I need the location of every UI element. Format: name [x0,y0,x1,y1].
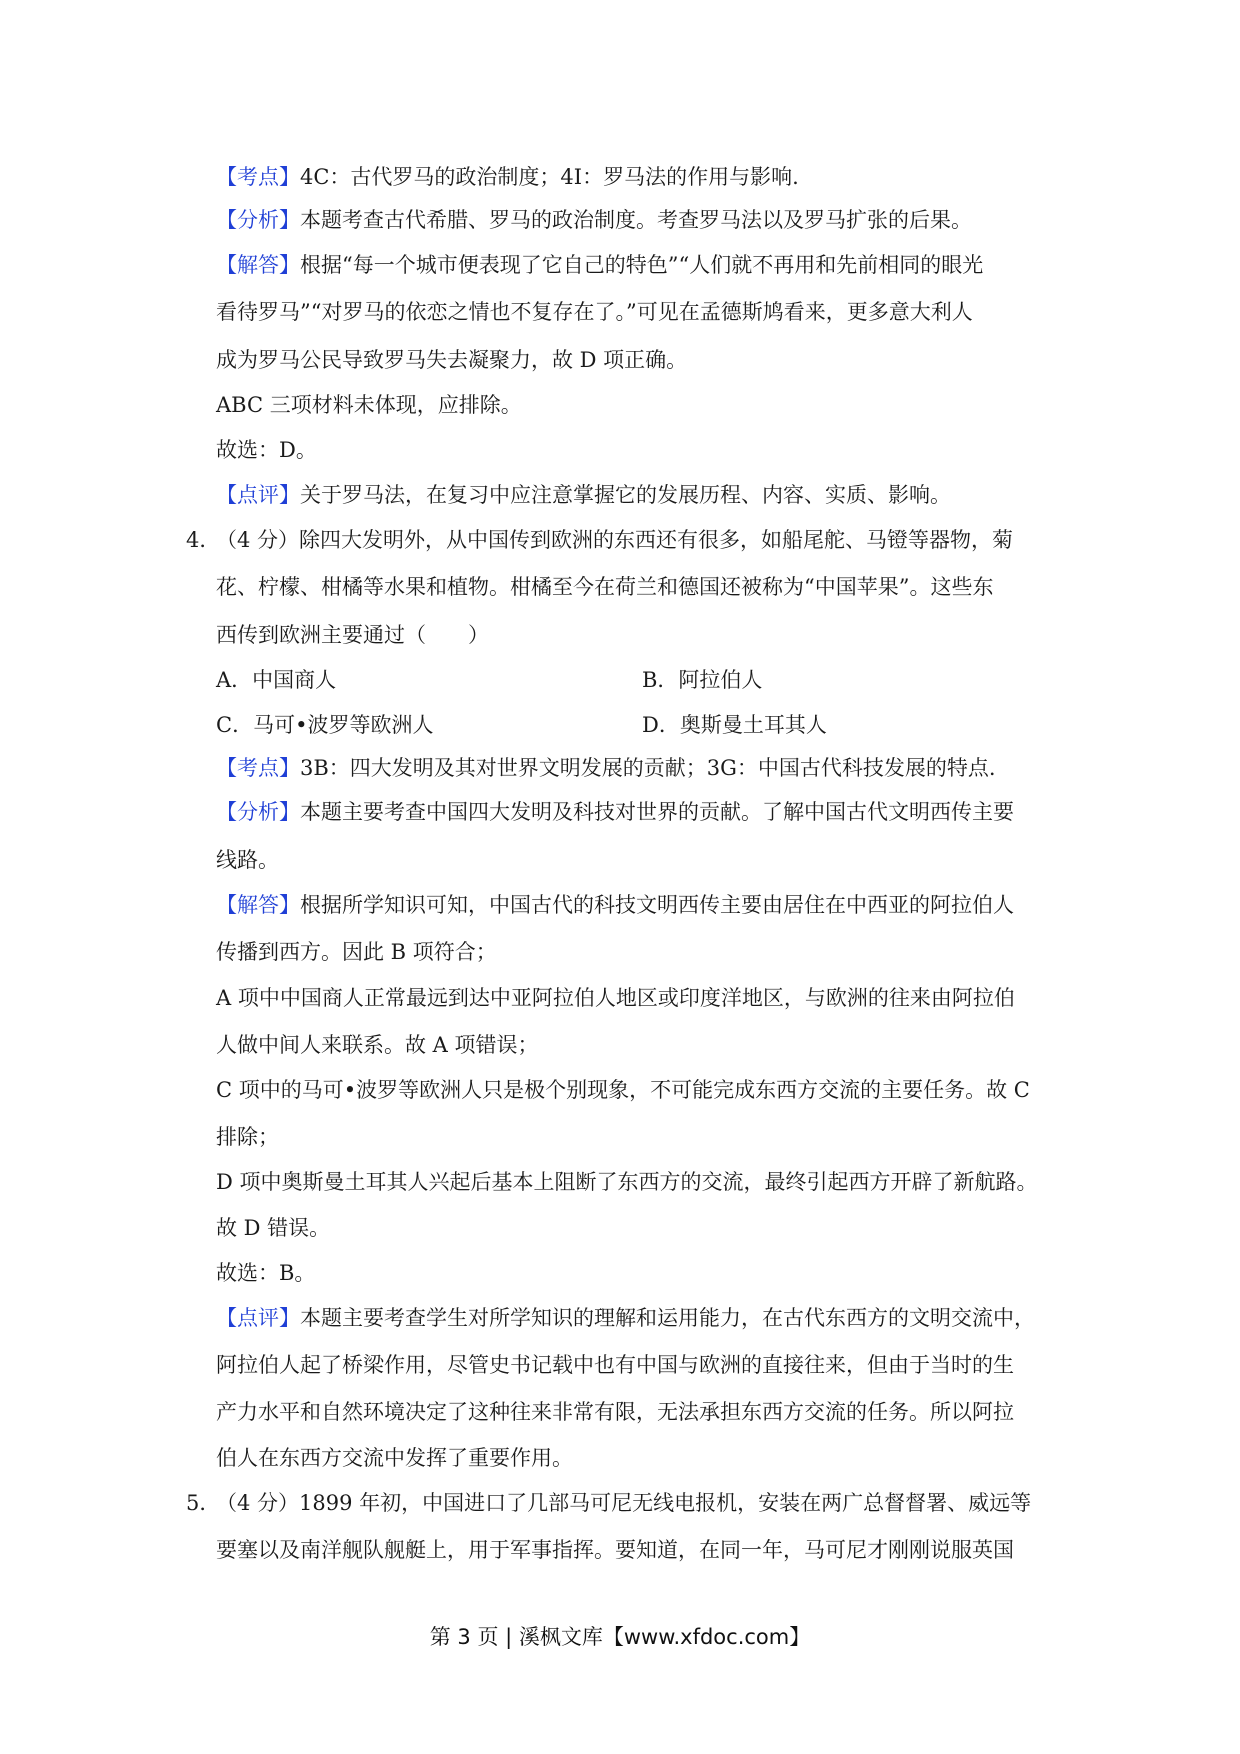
q4-answer: 故选：B。 [216,1261,316,1285]
q4-stem: 西传到欧洲主要通过（ ） [216,623,489,647]
q4-stem: 花、柠檬、柑橘等水果和植物。柑橘至今在荷兰和德国还被称为“中国苹果”。这些东 [216,575,994,599]
jieda-tag: 【解答】 [216,253,300,277]
q5-stem: （4 分）1899 年初，中国进口了几部马可尼无线电报机，安装在两广总督督署、威远等 [216,1491,1032,1515]
fenxi-tag: 【分析】 [216,208,300,232]
q4-dianping-line: 阿拉伯人起了桥梁作用，尽管史书记载中也有中国与欧洲的直接往来，但由于当时的生 [216,1353,1014,1377]
q4-option-d: D．奥斯曼土耳其人 [642,713,827,737]
q3-jieda-line: 看待罗马”“对罗马的依恋之情也不复存在了。”可见在孟德斯鸠看来，更多意大利人 [216,300,973,324]
q3-jieda: 【解答】根据“每一个城市便表现了它自己的特色”“人们就不再用和先前相同的眼光 [216,253,984,277]
kaodian-tag: 【考点】 [216,756,300,780]
q4-jieda-line: 故 D 错误。 [216,1216,331,1240]
q4-option-b: B．阿拉伯人 [642,668,763,692]
q4-jieda-line: 排除； [216,1125,279,1149]
q4-jieda-line: A 项中中国商人正常最远到达中亚阿拉伯人地区或印度洋地区，与欧洲的往来由阿拉伯 [216,986,1015,1010]
q4-stem: （4 分）除四大发明外，从中国传到欧洲的东西还有很多，如船尾舵、马镫等器物，菊 [216,528,1014,552]
q4-dianping: 【点评】本题主要考查学生对所学知识的理解和运用能力，在古代东西方的文明交流中， [216,1306,1035,1330]
q4-jieda-line: 人做中间人来联系。故 A 项错误； [216,1033,539,1057]
q4-option-c: C．马可•波罗等欧洲人 [216,713,434,737]
q4-fenxi: 【分析】本题主要考查中国四大发明及科技对世界的贡献。了解中国古代文明西传主要 [216,800,1014,824]
dianping-tag: 【点评】 [216,483,300,507]
q3-fenxi: 【分析】本题考查古代希腊、罗马的政治制度。考查罗马法以及罗马扩张的后果。 [216,208,972,232]
q4-jieda-line: C 项中的马可•波罗等欧洲人只是极个别现象，不可能完成东西方交流的主要任务。故 C [216,1078,1030,1102]
q3-answer: 故选：D。 [216,438,317,462]
q4-number: 4． [186,528,221,552]
dianping-tag: 【点评】 [216,1306,300,1330]
q3-dianping: 【点评】关于罗马法，在复习中应注意掌握它的发展历程、内容、实质、影响。 [216,483,951,507]
q4-option-a: A．中国商人 [216,668,337,692]
jieda-tag: 【解答】 [216,893,300,917]
page-footer: 第 3 页 | 溪枫文库【www.xfdoc.com】 [429,1625,811,1649]
q3-jieda-line: 成为罗马公民导致罗马失去凝聚力，故 D 项正确。 [216,348,688,372]
q3-jieda-line: ABC 三项材料未体现，应排除。 [216,393,522,417]
q4-kaodian: 【考点】3B：四大发明及其对世界文明发展的贡献；3G：中国古代科技发展的特点. [216,756,996,780]
q4-dianping-line: 产力水平和自然环境决定了这种往来非常有限，无法承担东西方交流的任务。所以阿拉 [216,1400,1014,1424]
q5-stem: 要塞以及南洋舰队舰艇上，用于军事指挥。要知道，在同一年，马可尼才刚刚说服英国 [216,1538,1014,1562]
q4-dianping-line: 伯人在东西方交流中发挥了重要作用。 [216,1446,573,1470]
q4-jieda-line: 传播到西方。因此 B 项符合； [216,940,497,964]
kaodian-tag: 【考点】 [216,165,300,189]
q4-fenxi-line: 线路。 [216,848,279,872]
q4-jieda-line: D 项中奥斯曼土耳其人兴起后基本上阻断了东西方的交流，最终引起西方开辟了新航路。 [216,1170,1038,1194]
q5-number: 5． [186,1491,221,1515]
q3-kaodian: 【考点】4C：古代罗马的政治制度；4I：罗马法的作用与影响. [216,165,799,189]
fenxi-tag: 【分析】 [216,800,300,824]
q4-jieda: 【解答】根据所学知识可知，中国古代的科技文明西传主要由居住在中西亚的阿拉伯人 [216,893,1014,917]
